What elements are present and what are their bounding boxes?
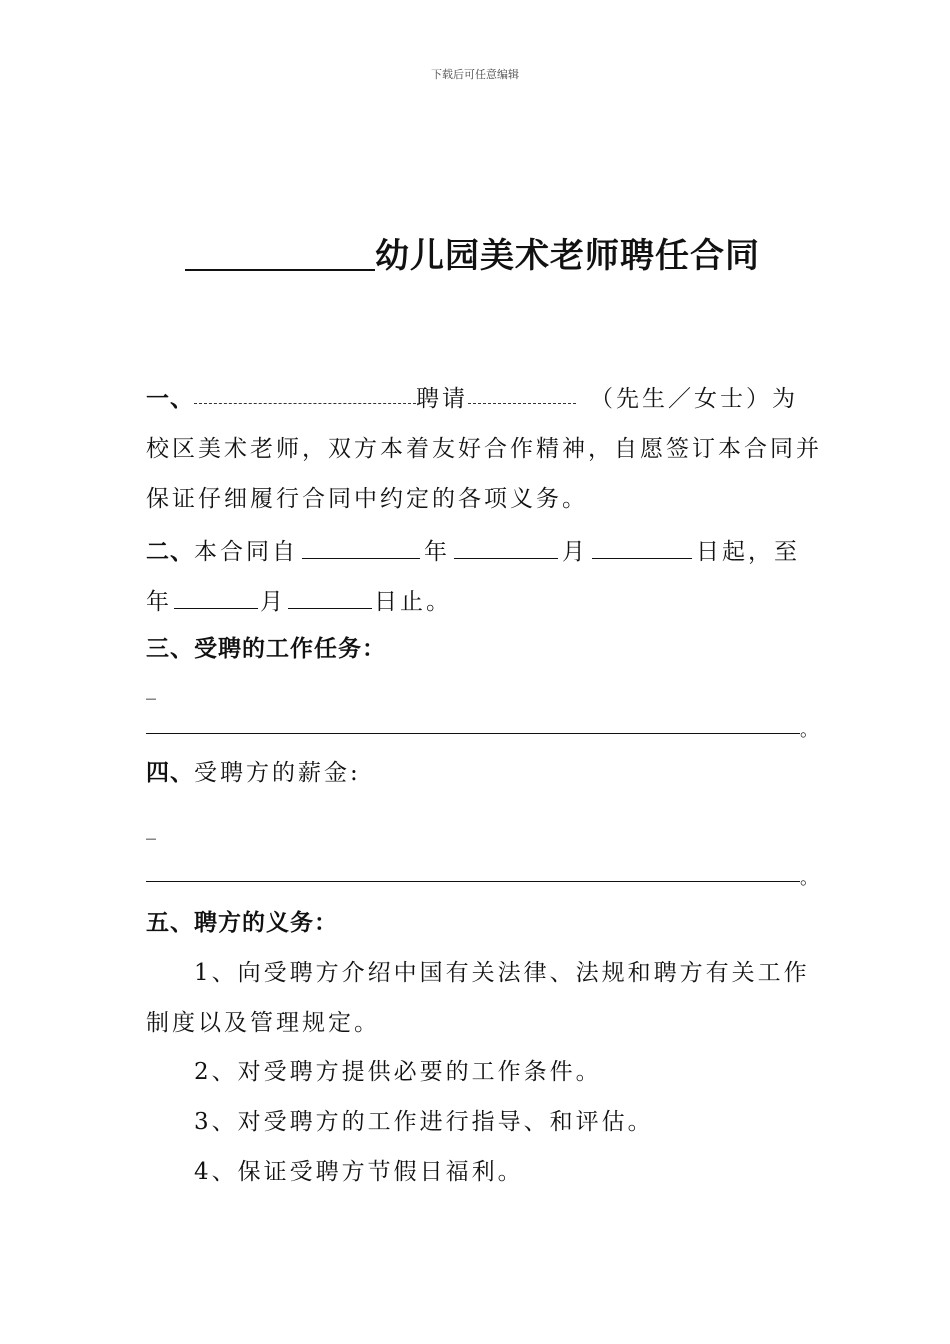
section-3-heading: 三、受聘的工作任务：	[146, 636, 386, 662]
section-1-line-1	[146, 383, 798, 414]
employer-blank[interactable]	[194, 383, 416, 404]
section-2-line-1	[146, 534, 800, 567]
end-month-blank[interactable]	[174, 584, 258, 609]
year-label: 年	[424, 539, 450, 565]
start-year-blank[interactable]	[302, 534, 420, 559]
day-to-label: 日止。	[374, 589, 452, 615]
obligation-4: 4、保证受聘方节假日福利。	[194, 1159, 524, 1185]
day-from-label: 日起，至	[696, 539, 800, 565]
start-month-blank[interactable]	[454, 534, 558, 559]
employee-blank[interactable]	[468, 383, 576, 404]
month2-label: 月	[260, 589, 286, 615]
obligation-2: 2、对受聘方提供必要的工作条件。	[194, 1059, 602, 1085]
section-4-line	[146, 758, 361, 788]
year2-label: 年	[146, 589, 172, 615]
obligation-1-line-1: 1、向受聘方介绍中国有关法律、法规和聘方有关工作	[194, 960, 810, 986]
start-day-blank[interactable]	[592, 534, 692, 559]
section-5-heading: 五、聘方的义务：	[146, 910, 338, 936]
end-day-blank[interactable]	[288, 584, 372, 609]
obligation-3: 3、对受聘方的工作进行指导、和评估。	[194, 1109, 654, 1135]
section-3-period: 。	[800, 720, 818, 741]
work-task-line[interactable]	[146, 733, 800, 734]
document-title	[185, 228, 760, 277]
section-1-number: 一、	[146, 386, 194, 412]
section-4-dash-mark: _	[146, 816, 156, 840]
section-4-number: 四、	[146, 760, 194, 786]
section-2-number: 二、	[146, 539, 194, 565]
section-2-line-2	[146, 584, 452, 617]
contract-from-text: 本合同自	[194, 539, 298, 565]
section-1-line-2: 校区美术老师，双方本着友好合作精神，自愿签订本合同并	[146, 436, 822, 462]
gender-text: （先生／女士）为	[590, 386, 798, 412]
salary-line[interactable]	[146, 881, 800, 882]
section-4-period: 。	[800, 868, 818, 889]
obligation-1-line-2: 制度以及管理规定。	[146, 1010, 380, 1036]
hire-word: 聘请	[416, 386, 468, 412]
section-3-dash-mark: _	[146, 676, 156, 700]
salary-text: 受聘方的薪金:	[194, 760, 361, 786]
title-blank[interactable]	[185, 239, 375, 271]
header-note: 下载后可任意编辑	[431, 68, 519, 81]
month-label: 月	[562, 539, 588, 565]
section-1-line-3: 保证仔细履行合同中约定的各项义务。	[146, 486, 588, 512]
title-text: 幼儿园美术老师聘任合同	[375, 236, 760, 276]
